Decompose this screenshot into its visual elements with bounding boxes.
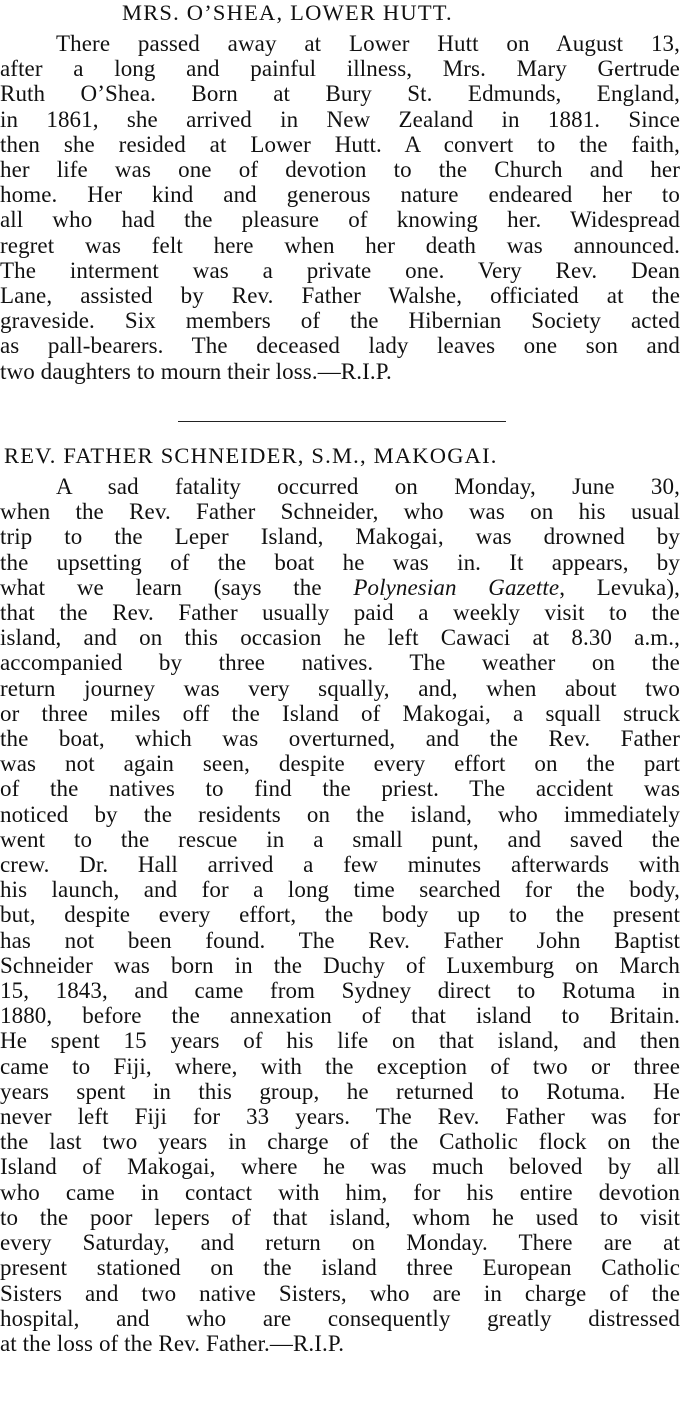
text-line: who came in contact with him, for his entire devotion <box>0 1179 680 1205</box>
text-line: graveside. Six members of the Hibernian Society acted <box>0 308 680 334</box>
text-line: but, despite every effort, the body up to the present <box>0 902 680 928</box>
text-line: his launch, and for a long time searched for the body, <box>0 877 680 903</box>
text-line: the boat, which was overturned, and the Rev. Father <box>0 726 680 752</box>
text-line: accompanied by three natives. The weather on the <box>0 650 680 676</box>
text-line: Schneider was born in the Duchy of Luxemburg on March <box>0 952 680 978</box>
text-line: noticed by the residents on the island, who immediately <box>0 801 680 827</box>
text-line: of the natives to find the priest. The accident was <box>0 776 680 802</box>
newspaper-title: Polynesian Gazette <box>353 574 560 600</box>
article-body <box>0 474 680 1356</box>
text-line: every Saturday, and return on Monday. There are at <box>0 1230 680 1256</box>
text-line: two daughters to mourn their loss.—R.I.P. <box>0 358 392 384</box>
text-line-with-italic <box>0 575 680 600</box>
text-line: to the poor lepers of that island, whom he used to visit <box>0 1204 680 1230</box>
article-body <box>0 31 680 384</box>
text-line: home. Her kind and generous nature endeared her to <box>0 182 680 208</box>
text-line: The interment was a private one. Very Rev. Dean <box>0 257 680 283</box>
article-divider <box>178 421 506 422</box>
text-line: island, and on this occasion he left Cawaci at 8.30 a.m., <box>0 625 680 651</box>
text-line: as pall-bearers. The deceased lady leaves one son and <box>0 333 680 359</box>
text-line: or three miles off the Island of Makogai, a squall struck <box>0 700 680 726</box>
text-segment: , Levuka), <box>559 574 680 600</box>
text-line: He spent 15 years of his life on that island, and then <box>0 1028 680 1054</box>
text-line: when the Rev. Father Schneider, who was on his usual <box>0 499 680 525</box>
text-line: the upsetting of the boat he was in. It appears, by <box>0 549 680 575</box>
text-line: return journey was very squally, and, when about two <box>0 675 680 701</box>
text-segment: what we learn (says the <box>0 574 322 600</box>
text-line: at the loss of the Rev. Father.—R.I.P. <box>0 1330 345 1356</box>
text-line: in 1861, she arrived in New Zealand in 1881. Since <box>0 106 680 132</box>
text-line: the last two years in charge of the Catholic flock on the <box>0 1129 680 1155</box>
text-line: Ruth O’Shea. Born at Bury St. Edmunds, England, <box>0 81 680 107</box>
text-line: after a long and painful illness, Mrs. Mary Gertrude <box>0 56 680 82</box>
article-heading: MRS. O’SHEA, LOWER HUTT. <box>122 0 453 25</box>
text-line: her life was one of devotion to the Church and her <box>0 157 680 183</box>
article-heading: REV. FATHER SCHNEIDER, S.M., MAKOGAI. <box>4 443 498 468</box>
text-line: has not been found. The Rev. Father John Baptist <box>0 927 680 953</box>
text-line: There passed away at Lower Hutt on August 13, <box>56 31 680 56</box>
text-line: crew. Dr. Hall arrived a few minutes afterwards with <box>0 852 680 878</box>
text-line: that the Rev. Father usually paid a weekly visit to the <box>0 600 680 626</box>
text-line: then she resided at Lower Hutt. A convert to the faith, <box>0 131 680 157</box>
text-line: never left Fiji for 33 years. The Rev. Father was for <box>0 1104 680 1130</box>
obituary-article-schneider <box>0 443 680 1356</box>
text-line: 15, 1843, and came from Sydney direct to Rotuma in <box>0 978 680 1004</box>
text-line: Island of Makogai, where he was much beloved by all <box>0 1154 680 1180</box>
text-line: all who had the pleasure of knowing her. Widespread <box>0 207 680 233</box>
text-line: 1880, before the annexation of that island to Britain. <box>0 1003 680 1029</box>
obituary-article-oshea <box>0 0 680 384</box>
text-line: was not again seen, despite every effort on the part <box>0 751 680 777</box>
text-line: went to the rescue in a small punt, and saved the <box>0 826 680 852</box>
text-line: A sad fatality occurred on Monday, June 30, <box>56 474 680 499</box>
text-line: trip to the Leper Island, Makogai, was drowned by <box>0 524 680 550</box>
text-line: years spent in this group, he returned to Rotuma. He <box>0 1078 680 1104</box>
text-line: hospital, and who are consequently greatly distressed <box>0 1305 680 1331</box>
text-line: came to Fiji, where, with the exception of two or three <box>0 1053 680 1079</box>
text-line: Sisters and two native Sisters, who are in charge of the <box>0 1280 680 1306</box>
text-line: Lane, assisted by Rev. Father Walshe, officiated at the <box>0 283 680 309</box>
text-line: present stationed on the island three European Catholic <box>0 1255 680 1281</box>
text-line: regret was felt here when her death was announced. <box>0 232 680 258</box>
